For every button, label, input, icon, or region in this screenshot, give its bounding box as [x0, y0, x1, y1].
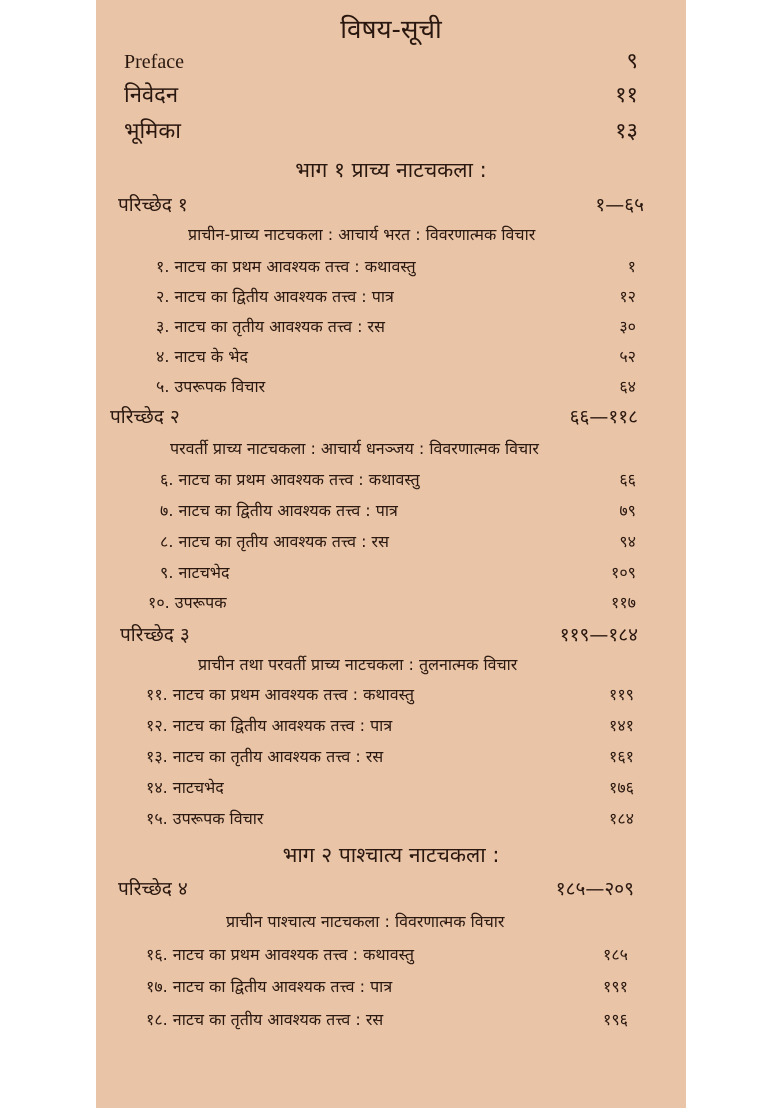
toc-item-label: १२. नाटच का द्वितीय आवश्यक तत्त्व : पात्र — [146, 716, 393, 735]
toc-item-page: १६१ — [609, 747, 634, 766]
toc-item — [96, 312, 686, 342]
chapter-row — [96, 190, 686, 220]
chapter-row — [96, 874, 686, 904]
toc-item — [96, 804, 686, 834]
toc-item — [96, 465, 686, 495]
toc-item-label: ५. उपरूपक विचार — [156, 377, 266, 396]
toc-item-label: १८. नाटच का तृतीय आवश्यक तत्त्व : रस — [146, 1010, 384, 1029]
toc-item — [96, 711, 686, 741]
toc-item-label: ११. नाटच का प्रथम आवश्यक तत्त्व : कथावस्तु — [146, 685, 414, 704]
toc-item — [96, 588, 686, 618]
chapter-subtitle: प्राचीन पाश्चात्य नाटचकला : विवरणात्मक विचार — [226, 912, 505, 931]
toc-item — [96, 527, 686, 557]
toc-item-label: १. नाटच का प्रथम आवश्यक तत्त्व : कथावस्तु — [156, 257, 416, 276]
toc-item-label: २. नाटच का द्वितीय आवश्यक तत्त्व : पात्र — [156, 287, 394, 306]
toc-title-row — [96, 15, 686, 45]
front-matter-page: १३ — [615, 119, 638, 144]
toc-item-label: १५. उपरूपक विचार — [146, 809, 264, 828]
front-matter-label: भूमिका — [124, 119, 181, 144]
toc-item-page: १९६ — [603, 1010, 628, 1029]
toc-item-label: ६. नाटच का प्रथम आवश्यक तत्त्व : कथावस्तु — [160, 470, 420, 489]
chapter-subtitle: परवर्ती प्राच्य नाटचकला : आचार्य धनञ्जय : विवरणात्मक विचार — [170, 439, 539, 458]
book-page — [96, 0, 686, 1108]
chapter-label: परिच्छेद ३ — [120, 624, 190, 646]
chapter-subtitle-row — [96, 650, 686, 680]
chapter-pages: ११९—१८४ — [559, 624, 638, 646]
toc-item — [96, 496, 686, 526]
toc-item-page: १९१ — [603, 977, 628, 996]
toc-item — [96, 972, 686, 1002]
front-matter-page: ११ — [615, 83, 638, 108]
toc-item-page: ९४ — [619, 532, 636, 551]
chapter-pages: १८५—२०९ — [555, 878, 634, 900]
toc-item-page: ५२ — [619, 347, 636, 366]
part-heading-row — [96, 840, 686, 870]
front-matter-row — [96, 81, 686, 111]
chapter-label: परिच्छेद ४ — [118, 878, 188, 900]
toc-item-label: १४. नाटचभेद — [146, 778, 224, 797]
toc-item-label: १३. नाटच का तृतीय आवश्यक तत्त्व : रस — [146, 747, 384, 766]
toc-item-page: १२ — [619, 287, 636, 306]
part-heading-row — [96, 155, 686, 185]
toc-item-page: ६६ — [619, 470, 636, 489]
chapter-subtitle-row — [96, 907, 686, 937]
toc-item — [96, 773, 686, 803]
chapter-row — [96, 620, 686, 650]
toc-item-label: ४. नाटच के भेद — [156, 347, 248, 366]
toc-item-page: १०९ — [611, 563, 636, 582]
toc-item — [96, 342, 686, 372]
toc-item-label: १०. उपरूपक — [148, 593, 227, 612]
chapter-subtitle: प्राचीन-प्राच्य नाटचकला : आचार्य भरत : विवरणात्मक विचार — [188, 225, 536, 244]
toc-item — [96, 252, 686, 282]
chapter-pages: १—६५ — [595, 194, 644, 216]
page-title: विषय-सूची — [340, 15, 442, 45]
chapter-row — [96, 402, 686, 432]
front-matter-page: ९ — [626, 49, 638, 74]
chapter-subtitle-row — [96, 220, 686, 250]
toc-item — [96, 372, 686, 402]
toc-item — [96, 282, 686, 312]
part-heading: भाग २ पाश्चात्य नाटचकला : — [282, 843, 500, 867]
toc-item-page: १ — [627, 257, 636, 276]
toc-item-page: ११७ — [611, 593, 636, 612]
toc-item-label: १६. नाटच का प्रथम आवश्यक तत्त्व : कथावस्तु — [146, 945, 414, 964]
toc-item — [96, 558, 686, 588]
toc-item-page: १८४ — [609, 809, 634, 828]
toc-item-label: ९. नाटचभेद — [160, 563, 230, 582]
toc-item-label: १७. नाटच का द्वितीय आवश्यक तत्त्व : पात्र — [146, 977, 393, 996]
front-matter-row — [96, 47, 686, 77]
toc-item-label: ३. नाटच का तृतीय आवश्यक तत्त्व : रस — [156, 317, 385, 336]
toc-item-page: ६४ — [619, 377, 636, 396]
toc-item-page: १७६ — [609, 778, 634, 797]
front-matter-row — [96, 117, 686, 147]
toc-item-label: ८. नाटच का तृतीय आवश्यक तत्त्व : रस — [160, 532, 389, 551]
toc-item — [96, 1005, 686, 1035]
toc-item-page: १४१ — [609, 716, 634, 735]
toc-item — [96, 680, 686, 710]
toc-item — [96, 940, 686, 970]
toc-item-page: ३० — [619, 317, 636, 336]
chapter-label: परिच्छेद २ — [110, 406, 180, 428]
front-matter-label: निवेदन — [124, 83, 179, 108]
part-heading: भाग १ प्राच्य नाटचकला : — [295, 158, 487, 182]
toc-item-page: ७९ — [619, 501, 636, 520]
chapter-label: परिच्छेद १ — [118, 194, 188, 216]
chapter-pages: ६६—११८ — [569, 406, 638, 428]
toc-item-page: ११९ — [609, 685, 634, 704]
chapter-subtitle-row — [96, 434, 686, 464]
front-matter-label: Preface — [124, 51, 184, 73]
chapter-subtitle: प्राचीन तथा परवर्ती प्राच्य नाटचकला : तुलनात्मक विचार — [198, 655, 518, 674]
toc-item-page: १८५ — [603, 945, 628, 964]
toc-item-label: ७. नाटच का द्वितीय आवश्यक तत्त्व : पात्र — [160, 501, 398, 520]
toc-item — [96, 742, 686, 772]
